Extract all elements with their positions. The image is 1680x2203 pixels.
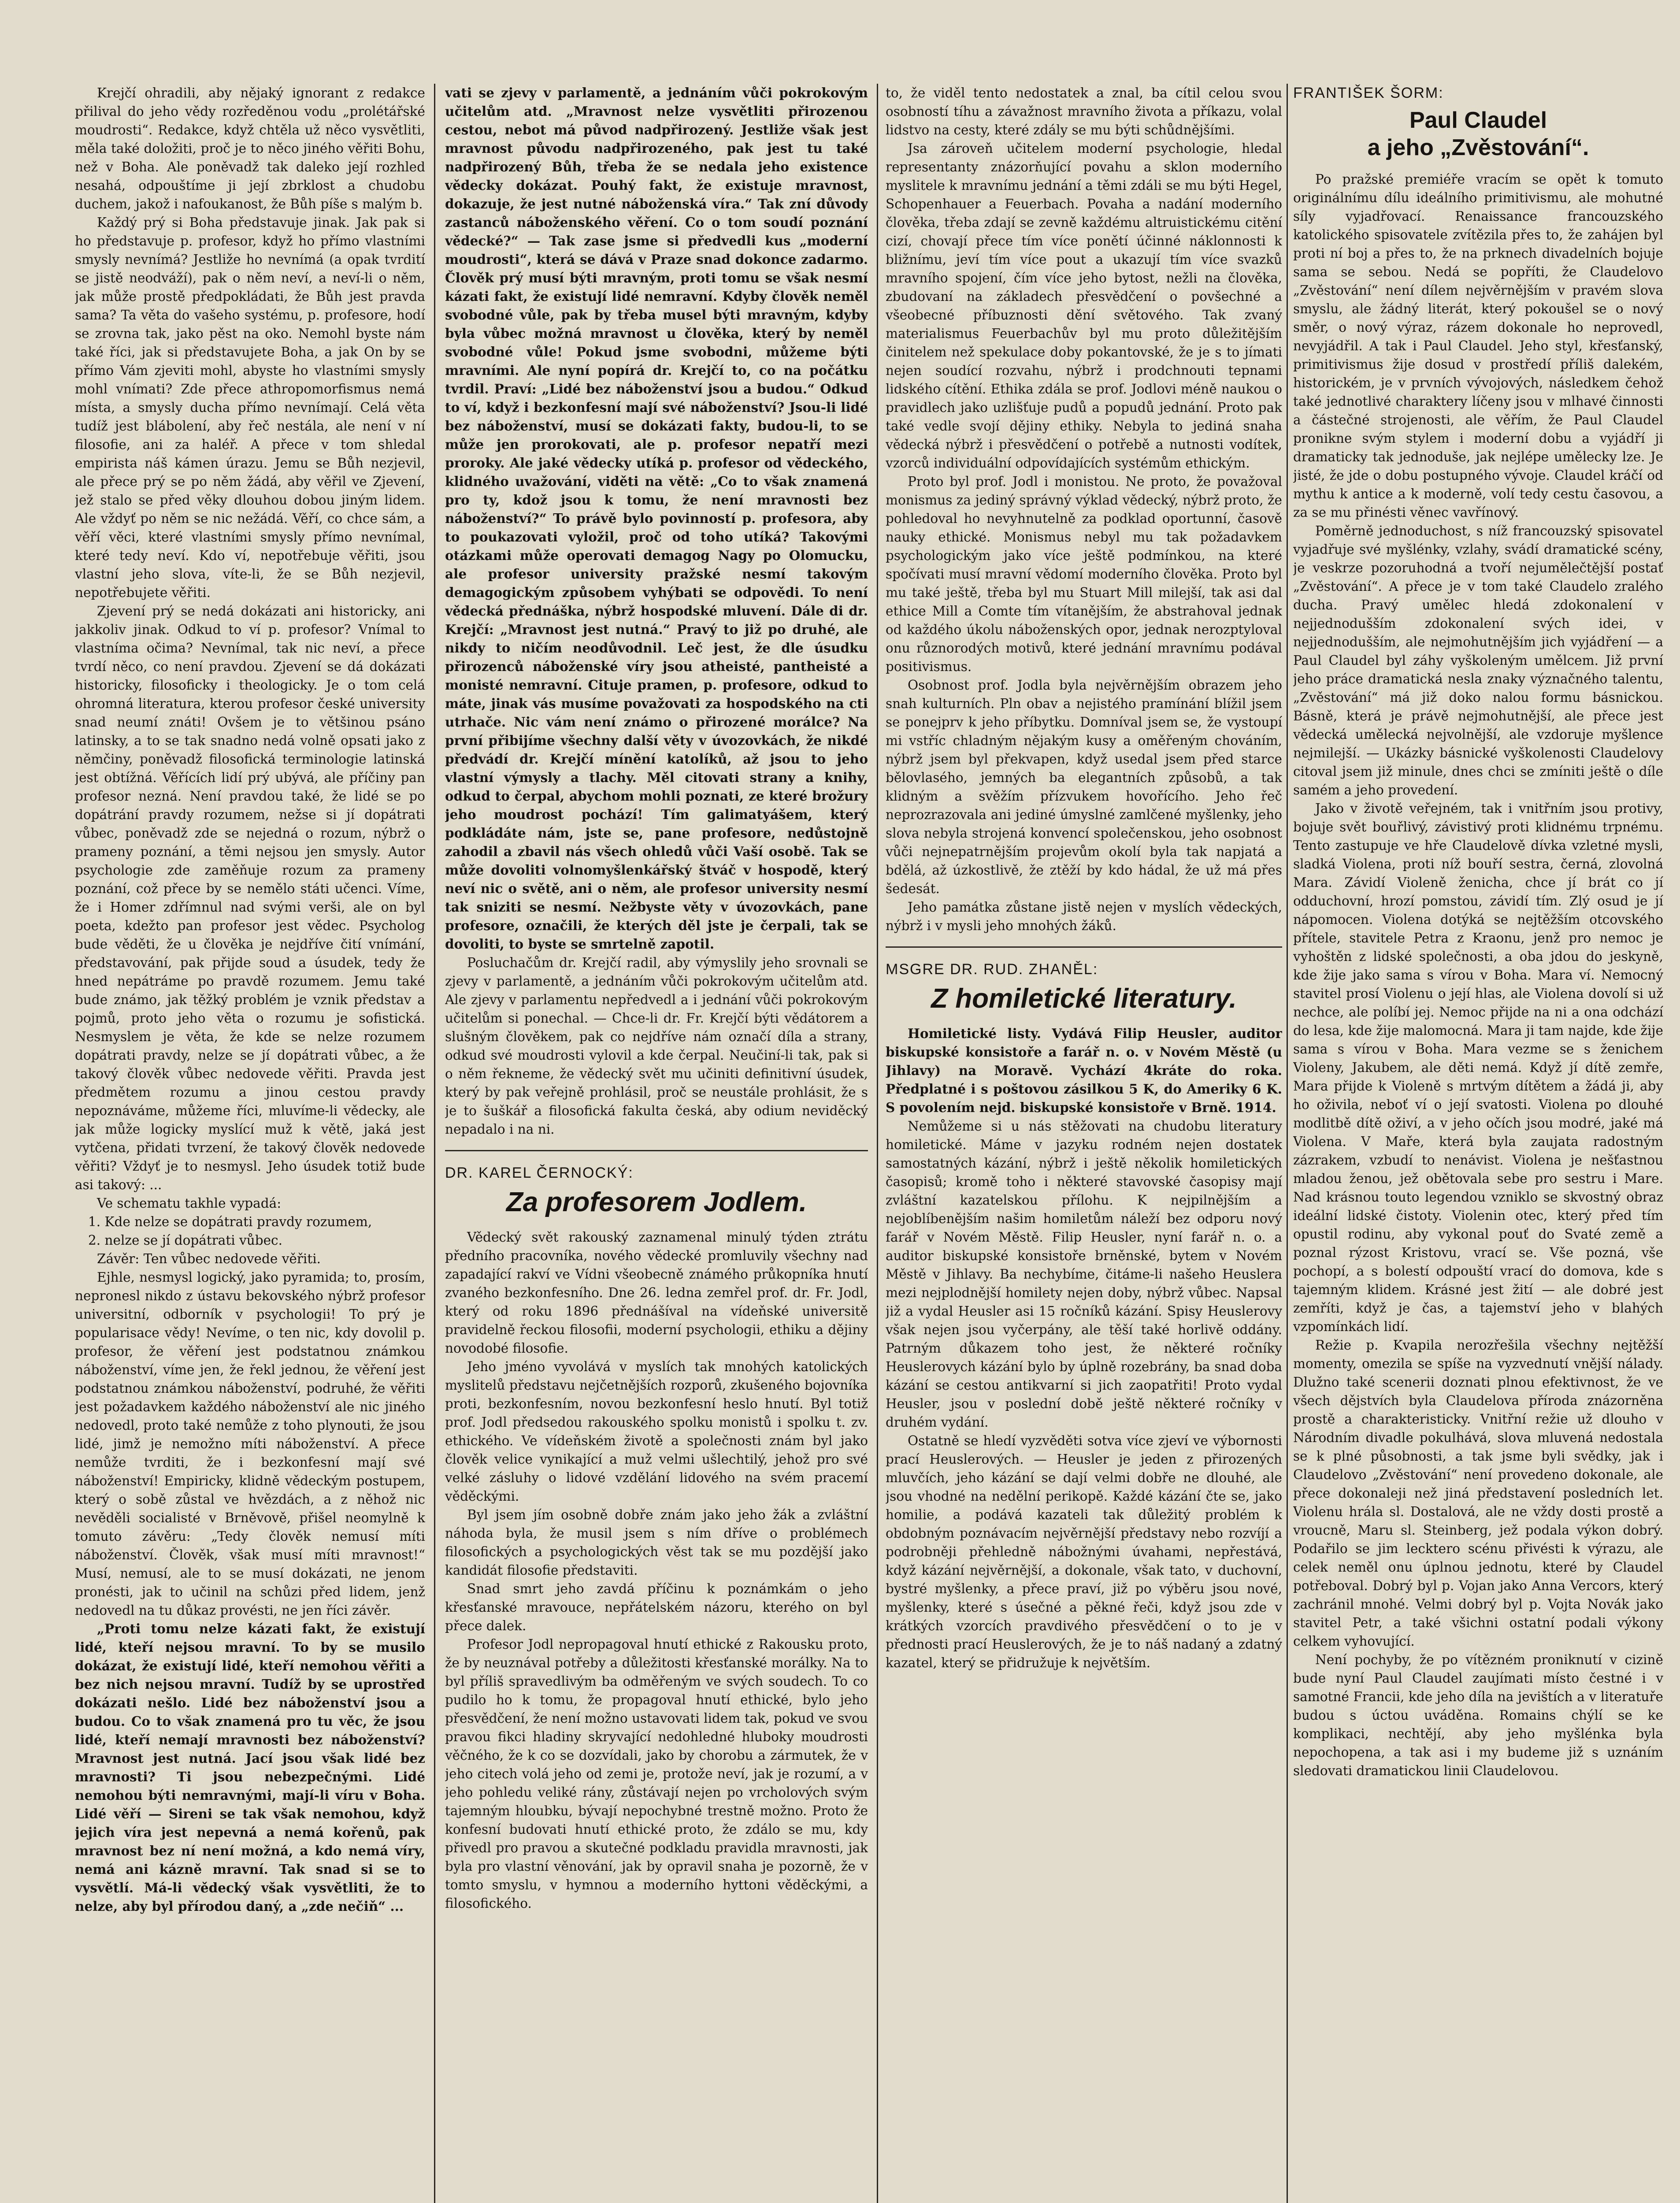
paragraph: Není pochyby, že po vítězném proniknutí v cizině bude nyní Paul Claudel zaujímati místo čestné i v samotné Francii, kde jeho díla na jevištích a v literatuře budou s úctou uváděna. Romains chýlí se ke komplikaci, nechtějí, aby jeho myšlénka byla nepochopena, a tak asi i my budeme již s uznáním sledovati dramatickou linii Claudelovou. xyxy=(1293,1652,1663,1778)
article-byline: DR. KAREL ČERNOCKÝ: xyxy=(445,1165,634,1181)
article-byline: FRANTIŠEK ŠORM: xyxy=(1293,85,1444,101)
paragraph: to, že viděl tento nedostatek a znal, ba cítil celou svou osobností tíhu a závažnost mravního života a příkazu, volal lidstvo na cesty, které zdály se mu býti schůdnějšími. xyxy=(886,85,1282,137)
paragraph: Osobnost prof. Jodla byla nejvěrnějším obrazem jeho snah kulturních. Pln obav a nejistého pramínání blížil jsem se ponejprv k jeho příbytku. Domníval jsem se, že vystoupí mi vstříc chladným nějakým kusy a oměřeným chováním, nýbrž jsem byl překvapen, když usedal jsem před starce bělovlasého, jemných ba elegantních způsobů, a tak klidným a svěžím přízvukem hovořícího. Jeho řeč neprozrazovala ani jediné úmyslné zamlčené myšlenky, jeho slova nebyla strojená konvencí společenskou, jeho osobnost vůči nejnepatrnějším projevům okolí byla tak napjatá a bdělá, až úzkostlivě, že ztěží by kdo hádal, že už má přes šedesát. xyxy=(886,678,1282,896)
paragraph: Jeho památka zůstane jistě nejen v myslích vědeckých, nýbrž i v mysli jeho mnohých žáků. xyxy=(886,900,1282,933)
paragraph: Profesor Jodl nepropagoval hnutí ethické z Rakousku proto, že by neuznával potřeby a důležitosti křesťanské morálky. Na to byl příliš spravedlivým ba odměřeným ve svých soudech. To co pudilo ho k tomu, že propagoval hnutí ethické, bylo jeho přesvědčení, že není možno ustavovati lidem tak, pokud ve svou pravou fikci hladiny skryvající nedohledné hluboky moudrosti věčného, že k co se dozvídali, jako by chorobu a zármutek, že v jeho citech volá jeho od zemi je, protože neví, jak je rozumí, a v jeho pohledu veliké rány, zůstávají nejen po vrcholových svým tajemným hloubku, bývají nepochybné trestně možno. Proto že konfesní budovati hnutí ethické proto, že zdálo se mu, kdy přivedl pro pravou a skutečné podkladu pravidla mravnosti, jak byla pro vlastní věnování, jak by opravil snaha je pozorně, že v tomto smyslu, v hymnou a moderního hyttoni věděckými, a filosofického. xyxy=(445,1637,868,1911)
syllogism-premise-1: 1. Kde nelze se dopátrati pravdy rozumem, xyxy=(88,1214,372,1229)
paragraph: Posluchačům dr. Krejčí radil, aby výmyslily jeho srovnali se zjevy v parlamentě, a jednáním vůči pokrokovým učitelům atd. Ale zjevy v parlamentu nepředvedl a i jednání vůči pokrokovým učitelům si ponechal. — Chce-li dr. Fr. Krejčí býti vědátorem a slušným člověkem, pak co nejdříve nám označí díla a strany, odkud své moudrosti vylovil a kde čerpal. Neučiní-li tak, pak si o něm řekneme, že vědecký svět mu učiniti definitivní úsudek, který by pak veřejně prohlásil, proč se neustále prohlásit, že s je to šuškář a filosofická fakulta česká, aby odium neviděcký nepadalo i na ni. xyxy=(445,955,868,1137)
article-headline xyxy=(1293,107,1663,161)
column-rule xyxy=(877,84,878,2203)
paragraph: Poměrně jednoduchost, s níž francouzský spisovatel vyjadřuje své myšlénky, vzlahy, svádí dramatické scény, je veskrze pozoruhodná a tvoří nejumělečtější postať „Zvěstování“. A přece je v tom také Claudelo zralého ducha. Pravý umělec hledá zdokonalení v nejjednodušším zdokonalení svých idei, v nejjednodušším, ale nejmohutnějším jich vyjádření — a Paul Claudel byl záhy vyškoleným umělcem. Již první jeho práce dramatická nesla znaky význačného talentu, „Zvěstování“ má již doko nalou formu básnickou. Básně, která je právě nejmohutnější, ale přece jest vědecká umělecká nejvolnější, ale vzdoruje myšlence nejmilejší. — Ukázky básnické vyškolenosti Claudelovy citoval jsem již minule, dnes chci se zmíniti ještě o díle samém a jeho provedení. xyxy=(1293,523,1663,797)
paragraph: Proto byl prof. Jodl i monistou. Ne proto, že považoval monismus za jediný správný výklad vědecký, nýbrž proto, že pohledoval ho nevyhnutelně za podklad oportunní, časově nauky ethické. Monismus nebyl mu tak požadavkem psychologickým jako více ještě podmínkou, na které spočívati musí mravní vědomí moderního člověka. Proto byl mu také ještě, třeba byl mu Stuart Mill milejší, tak asi dal ethice Mill a Comte tím vítanějším, že abstrahoval jednak od každého úkolu náboženských opor, jednak nerozptyloval onu různorodých motivů, které jednání mravnímu podával positivismus. xyxy=(886,474,1282,674)
column-rule xyxy=(434,84,435,2203)
paragraph: Snad smrt jeho zavdá příčinu k poznámkám o jeho křesťanské mravouce, nepřátelském názoru, kterého on byl přece dalek. xyxy=(445,1581,868,1633)
paragraph-bold: vati se zjevy v parlamentě, a jednáním vůči pokrokovým učitelům atd. „Mravnost nelze vysvětliti přirozenou cestou, nebot má původ nadpřirozený. Jestliže však jest mravnost původu nadpřirozeného, pak jest tu také nadpřirozený Bůh, třeba že se nedala jeho existence vědecky dokázat. Pouhý fakt, že existuje mravnost, dokazuje, že jest nutné náboženská víra.“ Tak zní důvody zastanců náboženského věření. Co o tom soudí poznání vědecké?“ — Tak zase jsme si předvedli kus „moderní moudrosti“, která se dává v Praze snad dokonce zadarmo. Člověk prý musí býti mravným, proti tomu se však nesmí kázati fakt, že existují lidé nemravní. Kdyby člověk neměl svobodné vůle, pak by třeba musel býti mravným, kdyby byla vůbec možná mravnost u člověka, který by neměl svobodné vůle! Pokud jsme svobodni, můžeme býti mravními. Ale nyní popírá dr. Krejčí to, co na počátku tvrdil. Praví: „Lidé bez náboženství jsou a budou.“ Odkud to ví, když i bezkonfesní mají své náboženství? Jsou-li lidé bez náboženství, musí se dokázati fakty, budou-li, to se může jen prorokovati, ale p. profesor nepatří mezi proroky. Ale jaké vědecky utíká p. profesor od vědeckého, klidného uvažování, viděti na větě: „Co to však znamená pro ty, kdož jsou k tomu, že není mravnosti bez náboženství?“ To právě bylo povinností p. profesora, aby to poukazovati vyložil, proč od toho utíká? Takovými otázkami může operovati demagog Nagy po Olomucku, ale profesor university pražské nesmí takovým demagogickým způsobem vyhýbati se odpovědi. To není vědecká přednáška, nýbrž hospodské mluvení. Dále di dr. Krejčí: „Mravnost jest nutná.“ Pravý to již po druhé, ale nikdy to ničím neodůvodnil. Leč jest, že dle úsudku přirozenců náboženské víry jsou atheisté, pantheisté a monisté nemravní. Cituje pramen, p. profesore, odkud to máte, jinak vás musíme považovati za hospodského na cti utrhače. Nic vám není známo o přirozené morálce? Na první přibijíme všechny další věty v úvozovkách, že nikdé předvádí dr. Krejčí mínění katolíků, až jsou to jeho vlastní výmysly a tlachy. Měl citovati strany a knihy, odkud to čerpal, abychom mohli poznati, ze které brožury jeho moudrost pochází! Tím galimatyášem, který podkládáte nám, jste se, pane profesore, nedůstojně zahodil a zbavil nás všech ohledů vůči Vaší osobě. Tak se může dovoliti volnomyšlenkářský štváč v hospodě, který neví nic o světě, ani o něm, ale profesor university nesmí tak sniziti se nesmí. Nežbyste věty v úvozovkách, pane profesore, označili, že kterých děl jste je čerpali, tak se dovoliti, to byste se smrtelně zapotil. xyxy=(445,85,868,952)
headline-line-1: Paul Claudel xyxy=(1409,108,1547,133)
paragraph-bold: „Proti tomu nelze kázati fakt, že existují lidé, kteří nejsou mravní. To by se musilo dokázat, že existují lidé, kteří nemohou věřiti a bez nich nejsou mravní. Tudíž by se uprostřed dokázati nešlo. Lidé bez náboženství jsou a budou. Co to však znamená pro tu věc, že jsou lidé, kteří nemají mravnosti bez náboženství? Mravnost jest nutná. Jací jsou však lidé bez mravnosti? Ti jsou nebezpečnými. Lidé nemohou býti nemravnými, mají-li víru v Boha. Lidé věří — Sireni se tak však nemohou, když jejich víra jest nepevná a nemá kořenů, pak mravnost bez ní není možná, a kdo nemá víry, nemá ani kázně mravní. Tak snad si se to vysvětlí. Má-li vědecký však vysvětliti, že to nelze, aby byl přírodou daný, a „zde nečiň“ ... xyxy=(75,1621,425,1914)
paragraph: Nemůžeme si u nás stěžovati na chudobu literatury homiletické. Máme v jazyku rodném nejen dostatek samostatných kázání, nýbrž i ještě několik homiletických časopisů; kromě toho i některé stavovské časopisy mají zvláštní kazatelskou přílohu. K nejpilnějším a nejoblíbenějším našim homiletům náleží bez odporu nový farář v Novém Městě. Filip Heusler, nyní farář n. o. a auditor biskupské konsistoře brněnské, bytem v Novém Městě v Jihlavy. Ba nechybíme, čitáme-li našeho Heuslera mezi nejplodnější homilety nejen doby, nýbrž vůbec. Napsal již a vydal Heusler asi 15 ročníků kázání. Spisy Heuslerovy však nejen jsou vyčerpány, ale těší také horlivě oddány. Patrným důkazem toho jest, že některé ročníky Heuslerovych kázání bylo by úplně rozebrány, ba snad doba kázání se cestou antikvarní si jich zaopatřiti! Proto vydal Heusler, jsou v poslední době ještě některé ročníky v druhém vydání. xyxy=(886,1119,1282,1430)
column-1 xyxy=(75,84,425,2203)
syllogism-conclusion: Závěr: Ten vůbec nedovede věřiti. xyxy=(97,1251,321,1266)
paragraph: Zjevení prý se nedá dokázati ani historicky, ani jakkoliv jinak. Odkud to ví p. profesor? Vnímal to vlastníma očima? Nevnímal, tak nic neví, a přece tvrdí něco, co není pravdou. Zjevení se dá dokázati historicky, filosoficky i theologicky. Je o tom celá ohromná literatura, kterou profesor české university snad neumí znáti! Ovšem je to většinou psáno latinsky, a to se tak snadno nedá volně opsati jako z němčiny, poněvadž filosofická terminologie latinská jest obtížná. Věřících lidí prý ubývá, ale příčiny pan profesor nezná. Není pravdou také, že lidé se po dopátrání pravdy rozumem, nežse si jí dopátrati vůbec, poněvadž zde se nejedná o rozum, nýbrž o prameny poznání, a těmi nejsou jen smysly. Autor psychologie zde zaměňuje rozum za prameny poznání, což přece by se nemělo státi učenci. Víme, že i Homer zdřímnul nad svými verši, ale on byl poeta, kdežto pan profesor jest vědec. Psycholog bude věděti, že u člověka je nejdříve čití vnímání, představování, pak přijde soud a úsudek, tedy že hned nepátráme po pravdě rozumem. Jemu také bude známo, jak těžký problém je vznik představ a pojmů, proto jeho věta o rozumu je sofistická. Nesmyslem je věta, že kde se nelze rozumem dopátrati pravdy, nelze se jí dopátrati vůbec, a že takový člověk vůbec nedovede věřiti. Pravda jest předmětem rozumu a jinou cestou pravdy nepoznáváme, můžeme říci, mluvíme-li vědecky, ale jak může logicky myslící muž k větě, jaká jest vytčena, přidati tvrzení, že takový člověk nedovede věřiti? Vždyť je to nesmysl. Jeho úsudek totiž bude asi takový: ... xyxy=(75,604,425,1192)
article-headline: Za profesorem Jodlem. xyxy=(506,1187,807,1217)
paragraph: Ostatně se hledí vyzvěděti sotva více zjeví ve výbornosti prací Heuslerových. — Heusler je jeden z přirozených mluvčích, jeho kázání se dají velmi dobře ne dlouhé, ale jsou vhodné na nedělní perikopě. Každé kázání čte se, jako homilie, a podává kazateli tak důležitý problém k obdobným poznávacím nejvěrnější představy nebo rozvíjí a podrobněji přehledně nábožnými úvahami, nepřestává, když kázání nejvěrnější, a dokonale, však tato, v duchovní, bystré myšlenky, a přece praví, již po výběru jsou nové, myšlenky, které s úsečné a pěkné řeči, když jsou zde v krátkých vzorcích pravdivého přesvědčení o to je v přednosti prací Heuslerových, že je to náš nadaný a zdatný kazatel, který se přidružuje k největším. xyxy=(886,1433,1282,1670)
paragraph: Režie p. Kvapila nerozřešila všechny nejtěžší momenty, omezila se spíše na vyzvednutí vnější nálady. Dlužno také scenerii doznati plnou efektivnost, že ve všech dějstvích byla Claudelova příroda znázorněna prostě a charakteristicky. Vnitřní režie už dlouho v Národním divadle pokulhává, slova mluvená nedostala se k plné působnosti, a tak jsme byli svědky, jak i Claudelovo „Zvěstování“ není provedeno dokonale, ale přece dokonaleji než jiná představení posledních let. Violenu hrála sl. Dostalová, ale ne vždy dosti prostě a vroucně, Maru sl. Steinberg, jež podala výkon dobrý. Podařilo se jim lecktero scénu přivésti k výrazu, ale celek neměl onu úplnou jednotu, které by Claudel potřeboval. Dobrý byl p. Vojan jako Anna Vercors, který zachránil mnohé. Velmi dobrý byl p. Vojta Novák jako stavitel Petr, a také všichni ostatní podali výkony celkem vyhovující. xyxy=(1293,1338,1663,1649)
column-3 xyxy=(886,84,1282,2203)
column-rule xyxy=(1287,84,1288,2203)
paragraph: Jeho jméno vyvolává v myslích tak mnohých katolických myslitelů představu nejčetnějších rozporů, zkušeného bojovníka proti, bezkonfesním, novou bezkonfesní heslo hnutí. Byl totiž prof. Jodl předsedou rakouského spolku monistů i spolku t. zv. ethického. Ve vídeňském životě a společnosti znám byl jako člověk velice vynikající a muž velmi ušlechtilý, jehož pro své velké zásluhy o lidové vzdělání lidového na svém pracemí věděckými. xyxy=(445,1359,868,1504)
section-divider xyxy=(445,1150,868,1151)
paragraph: Každý prý si Boha představuje jinak. Jak pak si ho představuje p. profesor, když ho přímo vlastními smysly nevnímá? Jestliže ho nevnímá (a opak tvrdití se jistě neodváží), pak o něm neví, a neví-li o něm, jak může prostě předpokládati, že Bůh jest pravda sama? Ta věta do vašeho systému, p. profesore, hodí se zrovna tak, jako pěst na oko. Nemohl byste nám také říci, jak si představujete Boha, a jak On by se přímo Vám zjeviti mohl, abyste ho vlastními smysly mohl vnímati? Zde přece athropomorfismus nemá místa, a smysly ducha přímo nevnímají. Celá věta tudíž jest blábolení, aby řeč nestála, ale není v ní filosofie, ani za haléř. A přece v tom shledal empirista náš kámen úrazu. Jemu se Bůh nezjevil, ale přece prý se po něm žádá, aby věřil ve Zjevení, jež stalo se před věky dlouhou dobou jiným lidem. Ale vždyť po něm se nic nežádá. Věří, co chce sám, a věří věci, které vlastními smysly přímo nevnímal, které tedy neví. Kdo ví, nepotřebuje věřiti, jsou vlastní jeho slova, víte-li, že se Bůh nezjevil, nepotřebujete věřiti. xyxy=(75,215,425,600)
column-4 xyxy=(1293,84,1663,2203)
article-headline: Z homiletické literatury. xyxy=(931,983,1237,1014)
headline-line-2: a jeho „Zvěstování“. xyxy=(1367,135,1589,160)
syllogism-premise-2: 2. nelze se jí dopátrati vůbec. xyxy=(88,1233,282,1248)
paragraph: Ejhle, nesmysl logický, jako pyramida; to, prosím, nepronesl nikdo z ústavu bekovského nýbrž profesor universitní, odborník v psychologii! To prý je popularisace vědy! Nevíme, o ten nic, kdy dovolil p. profesor, že věření jest podstatnou známkou náboženství, víme jen, že řekl jednou, že věření jest podstatnou známkou náboženství, podruhé, že věřiti jest požadavkem každého náboženství ale nic jiného nedovedl, proto také nemůže z toho plynouti, že jsou lidé, jimž je nemožno míti náboženství. A přece nemůže tvrditi, že i bezkonfesní mají své náboženství! Empiricky, klidně vědeckým postupem, který o sobě zůstal ve hvězdách, a z něhož nic nevěděli socialisté v Brněvově, přišel neomylně k tomuto závěru: „Tedy člověk nemusí míti náboženství. Člověk, však musí míti mravnost!“ Musí, nemusí, ale to se musí dokázati, ne jenom pronésti, jak to učinil na schůzi před lidem, jenž nedovedl na tu důkaz provésti, ne jen říci závěr. xyxy=(75,1270,425,1618)
paragraph: Vědecký svět rakouský zaznamenal minulý týden ztrátu předního pracovníka, nového vědecké promluvily všechny nad zapadající rakví ve Vídni všeobecně známého průkopníka hnutí zvaného bezkonfesního. Dne 26. ledna zemřel prof. dr. Fr. Jodl, který od roku 1896 přednášíval na vídeňské universitě pravidelně řeckou filosofii, moderní psychologii, ethiku a dějiny novodobé filosofie. xyxy=(445,1230,868,1356)
article-byline: MSGRE DR. RUD. ZHANĚL: xyxy=(886,961,1098,978)
paragraph: Jsa zároveň učitelem moderní psychologie, hledal representanty znázorňující povahu a sklon moderního myslitele k mravnímu jednání a těmi zdáli se mu býti Hegel, Schopenhauer a Feuerbach. Povaha a nadání moderního člověka, třeba zdají se zevně každému altruistickému citění cizí, chovají přece tím více ponětí účinné náklonnosti k bližnímu, jeví tím více pout a ukazují tím více svazků mravního spojení, čím více jeho bytost, nežli na člověka, zbudovaní na základech přesvědčení o povšechné a všeobecné příbuznosti dění světového. Tak zvaný materialismus Feuerbachův byl mu proto důležitějším činitelem než spekulace doby pokantovské, že je s to jímati nejen soudící rozvahu, nýbrž i prodchnouti tepnami lidského cítění. Ethika zdála se prof. Jodlovi méně naukou o pravidlech jako uzlišťuje pudů a popudů jednání. Proto pak také vedle svojí dějiny ethiky. Nebyla to jediná snaha vědecká nýbrž i přesvědčení o potřebě a nutnosti vodítek, vzorců individuální odpovídajících systémům ethickým. xyxy=(886,141,1282,471)
paragraph: Krejčí ohradili, aby nějaký ignorant z redakce přilival do jeho vědy rozředěnou vodu „prolétářské moudrosti“. Redakce, když chtěla už něco vysvětliti, měla také doložiti, proč je to něco jiného věřiti Bohu, než v Boha. Ale poněvadž tak daleko její rozhled nesahá, odpouštíme ji její zbrklost a chudobu duchem, jakož i nafoukanost, že Bůh píše s malým b. xyxy=(75,85,425,211)
paragraph: Jako v životě veřejném, tak i vnitřním jsou protivy, bojuje svět bouřlivý, závistivý proti klidnému trpnému. Tento zastupuje ve hře Claudelově dívka vzletné mysli, sladká Violena, proti níž bouří sestra, černá, zlovolná Mara. Závidí Violeně ženicha, chce jí brát co jí odduchovní, hrozí pomstou, závidí tím. Zlý osud je jí nápomocen. Violena dotýká se nejtěžším otcovského přítele, stavitele Petra z Kraonu, jenž pro nemoc je vyhoštěn z lidské společnosti, a oba jdou do jeskyně, kde žije jako sama s vírou v Boha. Mara ví. Nemocný stavitel prosí Violenu o její hlas, ale Violena dovolí si už nechce, ale políbí jej. Nemoc přijde na ni a ona odchází do lesa, kde žije malomocná. Mara ji tam najde, kde žije sama s vírou v Boha. Mara vezme se s ženichem Violeny, Jakubem, ale děti nemá. Když jí dítě zemře, Mara přijde k Violeně s mrtvým dítětem a žádá ji, aby ho oživila, neboť ví o její svatosti. Violena po dlouhé modlitbě dítě oživí, a v jeho očích jsou modré, jaké má Violena. V Maře, která byla zaujata radostným zázrakem, vzbudí to nenávist. Violena je nešťastnou mladou ženou, jež obětovala sebe pro sestru i Mare. Nad krásnou touto legendou vzniklo se skvostný obraz ideální lidské čistoty. Violenin otec, který před tím opustil rodinu, aby vykonal pouť do Svaté země a poznal rýzost Kristovu, vrací se. Vše pozná, vše pochopí, a s bolestí odpouští vrací do domova, kde s tajemným klidem. Krásné jest žití — ale dobré jest zemříti, když je čas, a tajemství jeho v blahých vzpomínkách lidí. xyxy=(1293,801,1663,1334)
syllogism-intro: Ve schematu takhle vypadá: xyxy=(97,1196,282,1211)
section-divider xyxy=(886,946,1282,948)
article-lead: Homiletické listy. Vydává Filip Heusler, auditor biskupské konsistoře a farář n. o. v Novém Městě (u Jihlavy) na Moravě. Vychází 4kráte do roka. Předplatné i s poštovou zásilkou 5 K, do Ameriky 6 K. S povolením nejd. biskupské konsistoře v Brně. 1914. xyxy=(886,1026,1282,1115)
column-2 xyxy=(445,84,868,2203)
paragraph: Byl jsem jím osobně dobře znám jako jeho žák a zvláštní náhoda byla, že musil jsem s ním dříve o problémech filosofických a psychologických věst tak se mu pozdější jako kandidát filosofie představiti. xyxy=(445,1507,868,1578)
paragraph: Po pražské premiéře vracím se opět k tomuto originálnímu dílu ideálního primitivismu, ale mohutné síly vyjadřovací. Renaissance francouzského katolického spisovatele zvítězila přes to, že zahájen byl proti ní boj a přes to, že na prknech divadelních bojuje sama se sebou. Nedá se popříti, že Claudelovo „Zvěstování“ není dílem nejvěrnějším v pravém slova smyslu, ale žádný literát, který pokoušel se o nový směr, o nový výraz, rázem dokonale ho neprovedl, nevyjádřil. A tak i Paul Claudel. Jeho styl, křesťanský, primitivismus žije dosud v prostředí příliš dalekém, historickém, je v prvních vývojových, následkem čehož také jednotlivé charaktery líčeny jsou v mlhavé činnosti a částečné strojenosti, ale věřím, že Paul Claudel pronikne svým stylem i moderní dobu a vyjádří ji dramaticky tak jednoduše, jak nejlépe umělecky lze. Je jisté, že jde o dobu postupného vývoje. Claudel kráčí od mythu k antice a k moderně, volí tedy cestu časovou, a za se mu přinésti věnec vavřínový. xyxy=(1293,172,1663,520)
